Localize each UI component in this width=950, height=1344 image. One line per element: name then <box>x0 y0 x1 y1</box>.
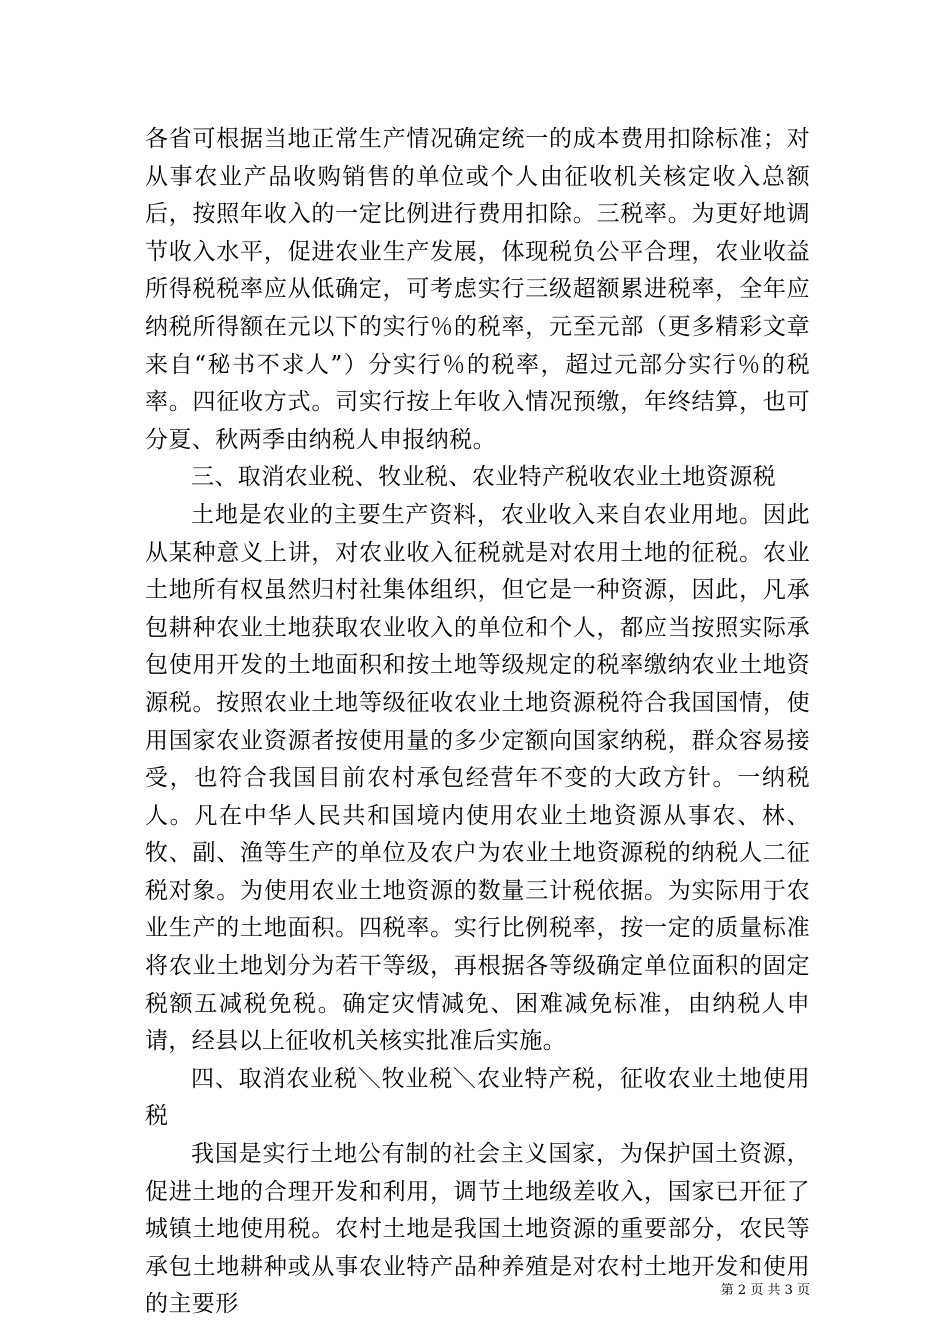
section-heading-4: 四、取消农业税＼牧业税＼农业特产税，征收农业土地使用税 <box>145 1065 810 1130</box>
section-heading-3: 三、取消农业税、牧业税、农业特产税收农业土地资源税 <box>191 464 776 491</box>
paragraph-land-use-tax: 我国是实行土地公有制的社会主义国家，为保护国土资源，促进土地的合理开发和利用，调节土地级差收入，国家已开征了城镇土地使用税。农村土地是我国土地资源的重要部分，农民等承包土地耕种或从事农业特产品种养殖是对农村土地开发和使用的主要形 <box>145 1141 810 1318</box>
page-number-footer: 第 2 页 共 3 页 <box>720 1283 810 1298</box>
document-body <box>145 121 810 1324</box>
paragraph-land-resource-tax: 土地是农业的主要生产资料，农业收入来自农业用地。因此从某种意义上讲，对农业收入征税就是对农用土地的征税。农业土地所有权虽然归村社集体组织，但它是一种资源，因此，凡承包耕种农业土地获取农业收入的单位和个人，都应当按照实际承包使用开发的土地面积和按土地等级规定的税率缴纳农业土地资源税。按照农业土地等级征收农业土地资源税符合我国国情，使用国家农业资源者按使用量的多少定额向国家纳税，群众容易接受，也符合我国目前农村承包经营年不变的大政方针。一纳税人。凡在中华人民共和国境内使用农业土地资源从事农、林、牧、副、渔等生产的单位及农户为农业土地资源税的纳税人二征税对象。为使用农业土地资源的数量三计税依据。为实际用于农业生产的土地面积。四税率。实行比例税率，按一定的质量标准将农业土地划分为若干等级，再根据各等级确定单位面积的固定税额五减税免税。确定灾情减免、困难减免标准，由纳税人申请，经县以上征收机关核实批准后实施。 <box>145 501 810 1055</box>
paragraph-continuation: 各省可根据当地正常生产情况确定统一的成本费用扣除标准；对从事农业产品收购销售的单位或个人由征收机关核定收入总额后，按照年收入的一定比例进行费用扣除。三税率。为更好地调节收入水平，促进农业生产发展，体现税负公平合理，农业收益所得税税率应从低确定，可考虑实行三级超额累进税率，全年应纳税所得额在元以下的实行％的税率，元至元部（更多精彩文章来自“秘书不求人”）分实行％的税率，超过元部分实行％的税率。四征收方式。司实行按上年收入情况预缴，年终结算，也可分夏、秋两季由纳税人申报纳税。 <box>145 126 810 453</box>
